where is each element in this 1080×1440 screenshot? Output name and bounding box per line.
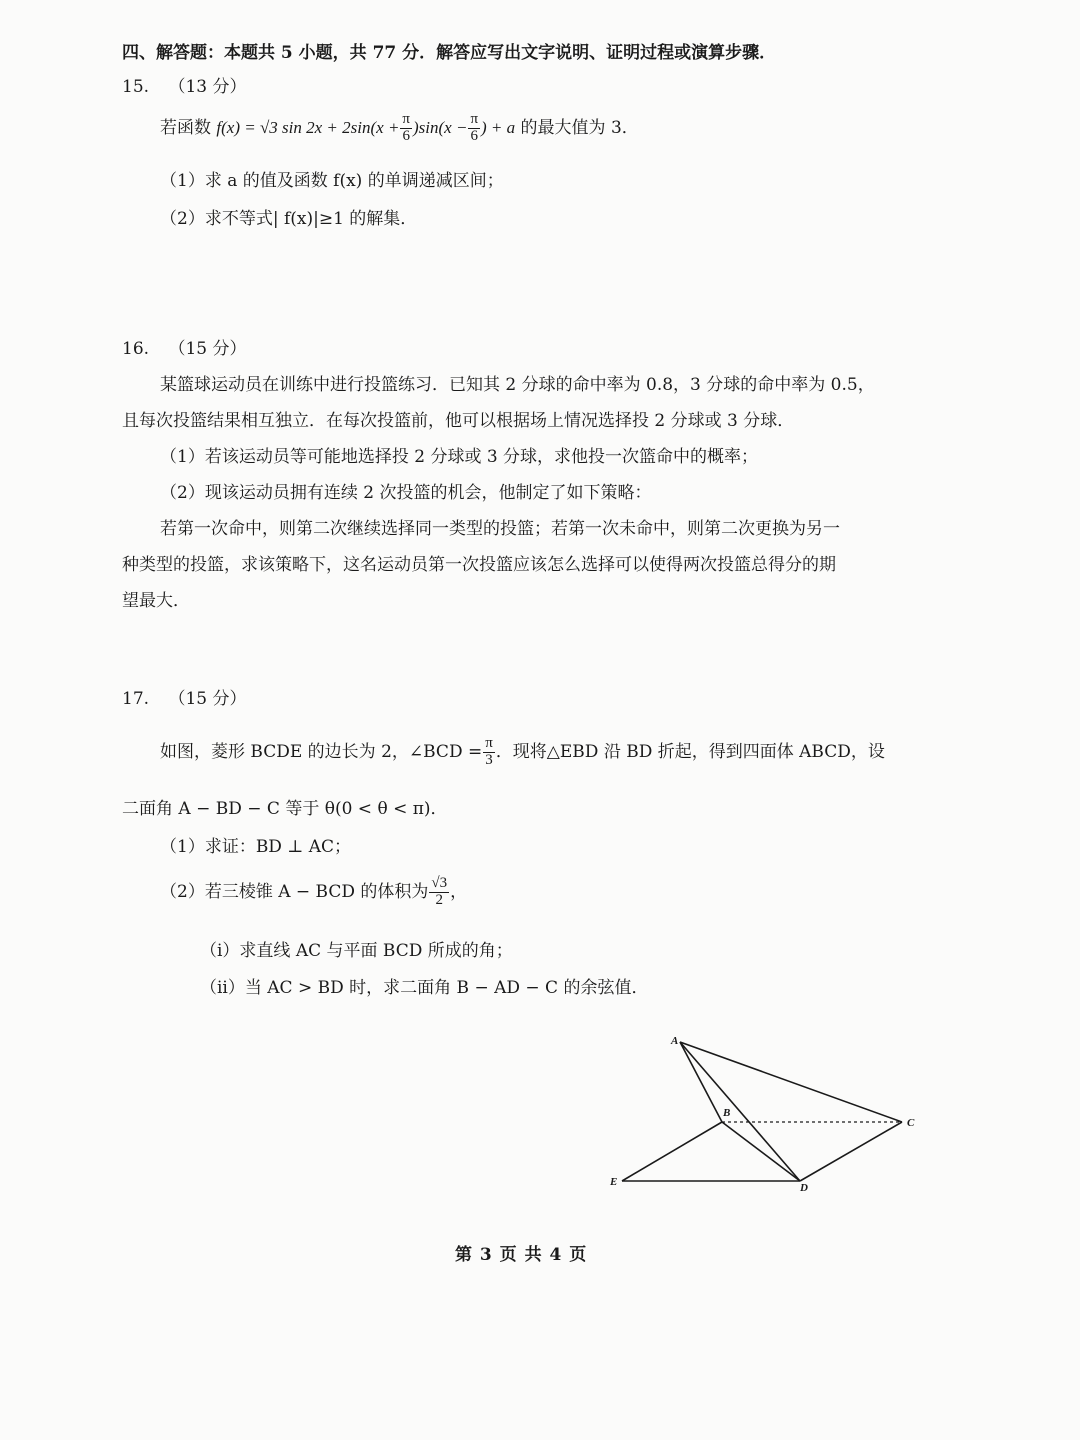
q15-part1: （1）求 a 的值及函数 f(x) 的单调递减区间； bbox=[160, 171, 504, 191]
q16-heading bbox=[122, 334, 247, 359]
label-c: C bbox=[907, 1117, 915, 1129]
q16-line2: 且每次投篮结果相互独立．在每次投篮前，他可以根据场上情况选择投 2 分球或 3 分球． bbox=[122, 411, 795, 431]
q15-stem-text-b: 的最大值为 3． bbox=[515, 117, 639, 138]
q15-part2: （2）求不等式| f(x)|≥1 的解集． bbox=[160, 209, 418, 229]
q16-part1: （1）若该运动员等可能地选择投 2 分球或 3 分球，求他投一次篮命中的概率； bbox=[160, 447, 759, 467]
q15-fraction-2 bbox=[468, 112, 480, 145]
q17-angle-fraction-den: 3 bbox=[485, 751, 493, 768]
edge-ac bbox=[680, 1042, 902, 1122]
q17-part2-text: （2）若三棱锥 A − BCD 的体积为 bbox=[160, 881, 429, 902]
q15-number: 15. bbox=[122, 77, 150, 97]
q15-fraction-2-num: π bbox=[470, 111, 479, 127]
q17-volume-fraction bbox=[429, 876, 449, 909]
label-a: A bbox=[671, 1035, 679, 1047]
q15-stem bbox=[160, 112, 639, 145]
q17-angle-fraction-num: π bbox=[485, 735, 493, 751]
section-header: 四、解答题：本题共 5 小题，共 77 分．解答应写出文字说明、证明过程或演算步骤． bbox=[122, 43, 777, 63]
q17-part2-comma: ， bbox=[450, 881, 468, 902]
label-e: E bbox=[610, 1176, 618, 1188]
q17-part1: （1）求证：BD ⊥ AC； bbox=[160, 837, 352, 857]
q15-fraction-2-den: 6 bbox=[470, 127, 478, 144]
q17-volume-fraction-den: 2 bbox=[435, 891, 444, 908]
q16-line5: 望最大． bbox=[122, 591, 190, 611]
q15-stem-text-a: 若函数 bbox=[160, 117, 217, 138]
q17-volume-fraction-num: √3 bbox=[431, 875, 448, 891]
q17-part2 bbox=[160, 876, 467, 909]
tetrahedron-figure bbox=[600, 1030, 930, 1200]
q17-stem bbox=[160, 736, 885, 769]
q17-angle-fraction bbox=[483, 736, 495, 769]
q15-fraction-1-den: 6 bbox=[402, 127, 410, 144]
q15-heading bbox=[122, 72, 247, 97]
q17-stem-line2: 二面角 A − BD − C 等于 θ(0 < θ < π)． bbox=[122, 799, 448, 819]
label-b: B bbox=[723, 1107, 731, 1119]
q17-stem-text-b: ．现将△EBD 沿 BD 折起，得到四面体 ABCD，设 bbox=[495, 741, 885, 762]
q16-part2: （2）现该运动员拥有连续 2 次投篮的机会，他制定了如下策略： bbox=[160, 483, 652, 503]
q17-sub2: （ii）当 AC > BD 时，求二面角 B − AD − C 的余弦值． bbox=[200, 978, 649, 998]
page-footer: 第 3 页 共 4 页 bbox=[455, 1245, 588, 1265]
q17-heading bbox=[122, 684, 247, 709]
q16-line3: 若第一次命中，则第二次继续选择同一类型的投篮；若第一次未命中，则第二次更换为另一 bbox=[160, 519, 840, 539]
q16-line1: 某篮球运动员在训练中进行投篮练习．已知其 2 分球的命中率为 0.8，3 分球的命中率为 0.5， bbox=[160, 375, 875, 395]
q15-formula-part2: )sin(x − bbox=[413, 117, 468, 137]
edge-bd bbox=[722, 1122, 800, 1181]
edge-eb bbox=[622, 1122, 722, 1181]
q17-points: （15 分） bbox=[168, 689, 247, 709]
edge-dc bbox=[800, 1122, 902, 1181]
q15-fraction-1-num: π bbox=[402, 111, 410, 127]
q15-formula-part1: f(x) = √3 sin 2x + 2sin(x + bbox=[216, 117, 400, 137]
q16-number: 16. bbox=[122, 339, 150, 359]
q17-number: 17. bbox=[122, 689, 150, 709]
label-d: D bbox=[800, 1182, 808, 1194]
q16-line4: 种类型的投篮，求该策略下，这名运动员第一次投篮应该怎么选择可以使得两次投篮总得分的期 bbox=[122, 555, 836, 575]
q17-stem-text-a: 如图，菱形 BCDE 的边长为 2，∠BCD = bbox=[160, 741, 483, 762]
q15-fraction-1 bbox=[400, 112, 412, 145]
q17-sub1: （i）求直线 AC 与平面 BCD 所成的角； bbox=[200, 941, 513, 961]
edge-ab bbox=[680, 1042, 722, 1122]
q15-formula-part3: ) + a bbox=[481, 117, 516, 137]
q16-points: （15 分） bbox=[168, 339, 247, 359]
q15-points: （13 分） bbox=[168, 77, 247, 97]
